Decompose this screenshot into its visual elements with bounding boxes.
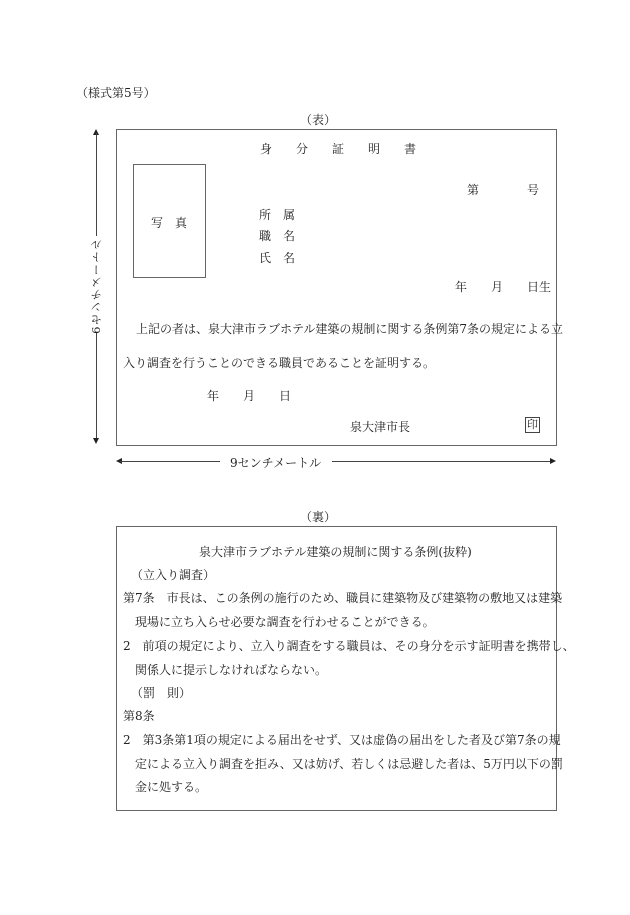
article-7-line-1: 第7条 市長は、この条例の施行のため、職員に建築物及び建築物の敷地又は建築 — [123, 591, 563, 605]
front-side-label: （表） — [300, 113, 337, 127]
height-dimension-line-bottom — [96, 333, 97, 439]
photo-box — [133, 164, 206, 278]
field-position: 職 名 — [259, 229, 296, 243]
arrow-right-icon — [550, 458, 556, 464]
back-card — [116, 526, 575, 811]
issuer: 泉大津市長 — [350, 420, 411, 434]
article-7-para2-line-1: 2 前項の規定により、立入り調査をする職員は、その身分を示す証明書を携帯し、 — [123, 639, 575, 653]
article-7-line-2: 現場に立ち入らせ必要な調査を行わせることができる。 — [135, 615, 435, 629]
photo-label: 写 真 — [151, 216, 188, 230]
birth-date: 年 月 日生 — [455, 280, 552, 294]
article-8: 第8条 — [123, 709, 155, 723]
back-title: 泉大津市ラブホテル建築の規制に関する条例(抜粋) — [199, 545, 472, 559]
article-8-para2-line-2: 定による立入り調査を拒み、又は妨げ、若しくは忌避した者は、5万円以下の罰 — [135, 757, 563, 771]
front-card — [116, 129, 564, 446]
height-dimension-label: 6センチメートル — [89, 238, 103, 334]
back-side-label: （裏） — [300, 510, 337, 524]
certificate-number: 第 号 — [467, 183, 540, 197]
issue-date: 年 月 日 — [207, 389, 292, 403]
width-dimension-line-left — [120, 461, 220, 462]
statement-line-1: 上記の者は、泉大津市ラブホテル建築の規制に関する条例第7条の規定による立 — [136, 322, 564, 336]
article-8-para2-line-1: 2 第3条第1項の規定による届出をせず、又は虚偽の届出をした者及び第7条の規 — [123, 733, 561, 747]
article-7-para2-line-2: 関係人に提示しなければならない。 — [135, 663, 328, 677]
statement-line-2: 入り調査を行うことのできる職員であることを証明する。 — [123, 356, 436, 370]
field-name: 氏 名 — [259, 251, 296, 265]
article-8-para2-line-3: 金に処する。 — [135, 780, 208, 794]
heading-inspection: （立入り調査） — [131, 568, 216, 582]
width-dimension-line-right — [332, 461, 550, 462]
height-dimension-line-top — [96, 133, 97, 236]
card-title: 身 分 証 明 書 — [260, 142, 417, 156]
seal-stamp: 印 — [527, 418, 538, 431]
arrow-down-icon — [93, 438, 99, 444]
width-dimension-label: 9センチメートル — [230, 456, 322, 470]
form-label: （様式第5号） — [76, 86, 156, 100]
field-affiliation: 所 属 — [259, 208, 296, 222]
heading-penalty: （罰 則） — [131, 686, 192, 700]
